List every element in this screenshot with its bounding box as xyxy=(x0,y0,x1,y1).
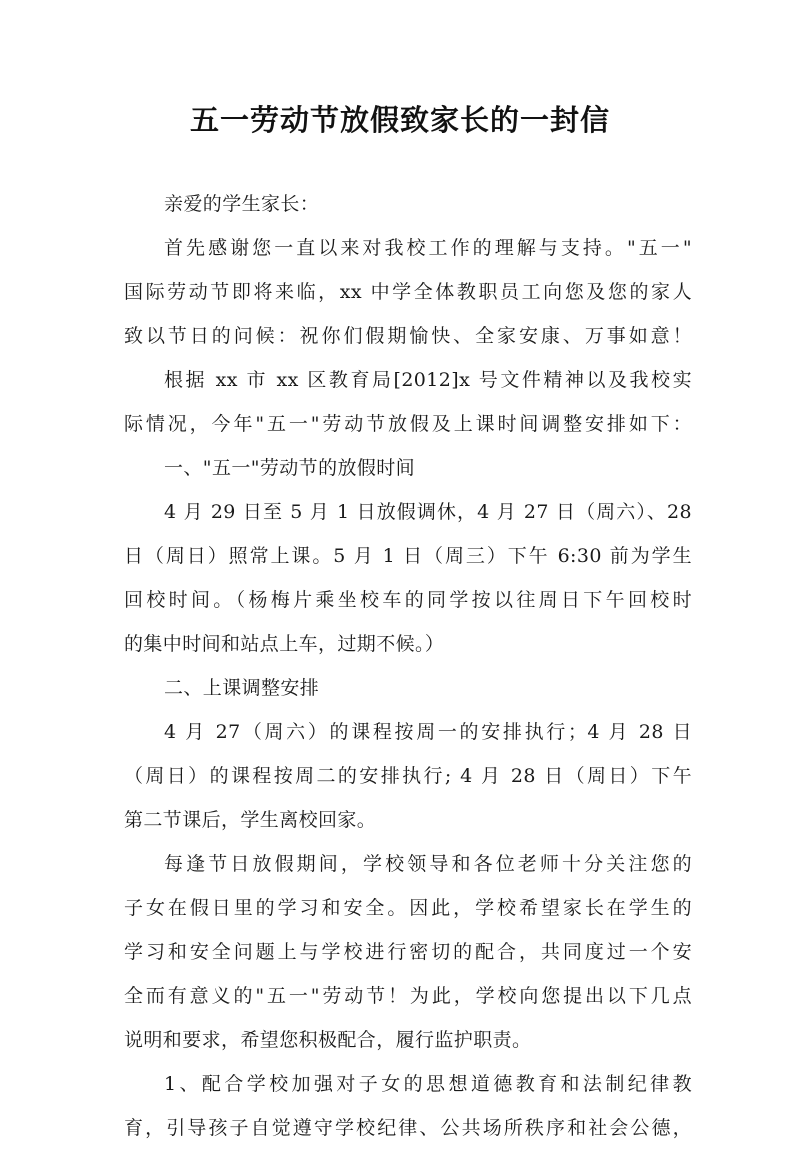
document-line: 全而有意义的"五一"劳动节！为此，学校向您提出以下几点 xyxy=(124,985,692,1007)
document-title: 五一劳动节放假致家长的一封信 xyxy=(189,103,610,137)
document-line: 一、"五一"劳动节的放假时间 xyxy=(164,457,416,479)
document-line: 第二节课后，学生离校回家。 xyxy=(124,809,377,831)
document-line: 子女在假日里的学习和安全。因此，学校希望家长在学生的 xyxy=(124,897,692,919)
document-line: 回校时间。（杨梅片乘坐校车的同学按以往周日下午回校时 xyxy=(124,589,692,611)
document-line: 每逢节日放假期间，学校领导和各位老师十分关注您的 xyxy=(164,853,692,875)
document-line: 日（周日）照常上课。5 月 1 日（周三）下午 6:30 前为学生 xyxy=(124,545,692,567)
document-line: 国际劳动节即将来临，xx 中学全体教职员工向您及您的家人 xyxy=(124,281,692,303)
document-line: 4 月 29 日至 5 月 1 日放假调休，4 月 27 日（周六）、28 xyxy=(164,501,692,523)
document-line: 致以节日的问候：祝你们假期愉快、全家安康、万事如意！ xyxy=(124,325,692,347)
document-line: 亲爱的学生家长： xyxy=(164,193,320,215)
document-line: 际情况，今年"五一"劳动节放假及上课时间调整安排如下： xyxy=(124,413,692,435)
document-line: （周日）的课程按周二的安排执行; 4 月 28 日（周日）下午 xyxy=(124,765,692,787)
document-line: 根据 xx 市 xx 区教育局[2012]x 号文件精神以及我校实 xyxy=(164,369,692,391)
document-line: 4 月 27（周六）的课程按周一的安排执行；4 月 28 日 xyxy=(164,721,692,743)
document-body xyxy=(124,182,692,1150)
document-line: 育，引导孩子自觉遵守学校纪律、公共场所秩序和社会公德， xyxy=(124,1117,692,1139)
document-line: 首先感谢您一直以来对我校工作的理解与支持。"五一" xyxy=(164,237,692,259)
document-line: 学习和安全问题上与学校进行密切的配合，共同度过一个安 xyxy=(124,941,692,963)
document-line: 1、配合学校加强对子女的思想道德教育和法制纪律教 xyxy=(164,1073,692,1095)
document-line: 二、上课调整安排 xyxy=(164,677,320,699)
document-line: 的集中时间和站点上车，过期不候。） xyxy=(124,633,445,655)
document-line: 说明和要求，希望您积极配合，履行监护职责。 xyxy=(124,1029,532,1051)
